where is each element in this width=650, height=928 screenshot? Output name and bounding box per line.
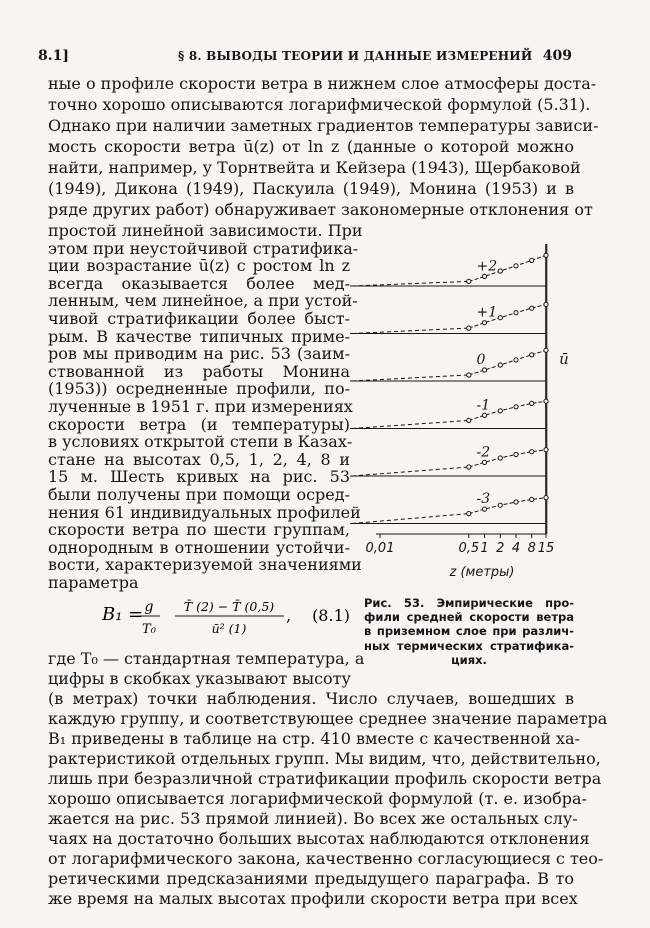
- text-line: лишь при безразличной стратификации профиль скорости ветра: [48, 769, 602, 788]
- text-line: в условиях открытой степи в Казах-: [48, 432, 353, 452]
- text-line: ствованной из работы Монина: [48, 361, 350, 381]
- data-point: [482, 321, 486, 325]
- text-line: каждую группу, и соответствующее среднее значение параметра: [48, 709, 608, 728]
- text-line: ленным, чем линейное, а при устой-: [48, 291, 358, 311]
- text-line: стане на высотах 0,5, 1, 2, 4, 8 и: [48, 449, 350, 469]
- eq-comma: ,: [286, 606, 292, 625]
- profile-extrapolation: [352, 467, 469, 476]
- section-number: 8.1]: [38, 48, 69, 64]
- text-line: были получены при помощи осред-: [48, 485, 350, 504]
- series-label: -3: [476, 491, 491, 508]
- text-line: простой линейной зависимости. При: [48, 221, 363, 240]
- data-point: [530, 497, 534, 501]
- text-line: скорости ветра по шести группам,: [48, 520, 350, 540]
- text-line: однородным в отношении устойчи-: [48, 537, 350, 557]
- series-label: +2: [476, 258, 498, 275]
- text-line: скорости ветра (и температуры): [48, 414, 350, 434]
- caption-line: циях.: [451, 652, 487, 667]
- eq-g: g: [144, 599, 154, 615]
- text-line: цифры в скобках указывают высоту: [48, 669, 351, 688]
- profile-extrapolation: [352, 375, 469, 381]
- x-tick-label: 0,01: [365, 541, 395, 556]
- data-point: [530, 401, 534, 405]
- text-line: же время на малых высотах профили скорости ветра при всех: [48, 889, 578, 908]
- caption-line: Рис. 53. Эмпирические про-: [364, 596, 574, 610]
- text-line: (1949), Дикона (1949), Паскуила (1949), Монина (1953) и в: [48, 179, 574, 198]
- data-point: [467, 465, 471, 469]
- data-point: [498, 363, 502, 367]
- data-point: [482, 507, 486, 511]
- data-point: [514, 405, 518, 409]
- data-point: [514, 500, 518, 504]
- data-point: [482, 460, 486, 464]
- text-line: рым. В качестве типичных приме-: [48, 326, 350, 346]
- text-line: вости, характеризуемой значениями: [48, 555, 362, 575]
- caption-line: ных термических стратифика-: [364, 638, 574, 653]
- data-point: [498, 503, 502, 507]
- figure-caption: [364, 596, 574, 667]
- profile-extrapolation: [352, 281, 469, 286]
- text-line: B₁ приведены в таблице на стр. 410 вместе с качественной ха-: [48, 729, 580, 748]
- text-line: параметра: [48, 573, 139, 592]
- text-line: (в метрах) точки наблюдения. Число случаев, вошедших в: [48, 689, 574, 708]
- data-point: [467, 418, 471, 422]
- x-tick-label: 0,5: [458, 541, 480, 556]
- x-axis-label: z (метры): [449, 565, 515, 580]
- page-number: 409: [542, 48, 572, 64]
- data-point: [544, 348, 548, 352]
- eq-denominator: ū² (1): [211, 621, 247, 636]
- data-point: [498, 409, 502, 413]
- x-tick-label: 8: [527, 541, 536, 556]
- series-label: 0: [476, 351, 486, 368]
- text-line: ные о профиле скорости ветра в нижнем слое атмосферы доста-: [48, 74, 597, 93]
- text-line: мость скорости ветра ū(z) от ln z (данные о которой можно: [48, 137, 574, 156]
- text-line: лученные в 1951 г. при измерениях: [48, 397, 353, 416]
- series-label: -2: [476, 444, 491, 461]
- eq-number: (8.1): [312, 606, 350, 625]
- text-line: где T₀ — стандартная температура, а: [48, 649, 365, 668]
- data-point: [530, 306, 534, 310]
- text-line: (1953)) осредненные профили, по-: [48, 379, 350, 399]
- data-point: [514, 264, 518, 268]
- data-point: [544, 302, 548, 306]
- x-tick-label: 2: [496, 541, 505, 556]
- text-line: ров мы приводим на рис. 53 (заим-: [48, 344, 350, 364]
- series-label: +1: [476, 304, 498, 321]
- data-point: [467, 512, 471, 516]
- text-line: ряде других работ) обнаруживает закономерные отклонения от: [48, 200, 593, 219]
- data-point: [482, 413, 486, 417]
- profile-extrapolation: [352, 420, 469, 428]
- profile-extrapolation: [352, 328, 469, 333]
- text-line: нения 61 индивидуальных профилей: [48, 502, 361, 522]
- x-tick-label: 1: [480, 541, 489, 556]
- data-point: [530, 258, 534, 262]
- y-axis-label: ū: [559, 350, 569, 368]
- text-line: ретическими предсказаниями предыдущего параграфа. В то: [48, 869, 574, 888]
- text-line: Однако при наличии заметных градиентов температуры зависи-: [48, 116, 599, 135]
- eq-numerator: T̄ (2) − T̄ (0,5): [183, 599, 275, 614]
- x-tick-label: 4: [511, 541, 521, 556]
- text-line: всегда оказывается более мед-: [48, 273, 350, 293]
- text-line: от логарифмического закона, качественно согласующиеся с тео-: [48, 849, 604, 868]
- data-point: [514, 358, 518, 362]
- text-line: рактеристикой отдельных групп. Мы видим, что, действительно,: [48, 749, 601, 768]
- data-point: [544, 399, 548, 403]
- data-point: [530, 450, 534, 454]
- data-point: [482, 368, 486, 372]
- text-line: жается на рис. 53 прямой линией). Во всех же остальных слу-: [48, 809, 578, 828]
- data-point: [514, 311, 518, 315]
- data-point: [544, 496, 548, 500]
- caption-line: фили средней скорости ветра: [364, 610, 574, 625]
- eq-lhs: B₁ =: [102, 604, 144, 625]
- data-point: [467, 326, 471, 330]
- text-line: чивой стратификации более быст-: [48, 309, 350, 328]
- text-line: этом при неустойчивой стратифика-: [48, 238, 359, 258]
- data-point: [498, 316, 502, 320]
- data-point: [498, 269, 502, 273]
- text-line: хорошо описывается логарифмической формулой (т. е. изобра-: [48, 789, 587, 808]
- series-label: -1: [476, 397, 491, 414]
- text-line: точно хорошо описываются логарифмической формулой (5.31).: [48, 95, 591, 114]
- text-line: чаях на достаточно больших высотах наблюдаются отклонения: [48, 829, 590, 848]
- text-line: 15 м. Шесть кривых на рис. 53: [48, 467, 350, 487]
- equation-8-1: [102, 591, 352, 639]
- data-point: [544, 253, 548, 257]
- data-point: [467, 373, 471, 377]
- data-point: [544, 448, 548, 452]
- data-point: [467, 279, 471, 283]
- running-title: § 8. ВЫВОДЫ ТЕОРИИ И ДАННЫЕ ИЗМЕРЕНИЙ: [178, 49, 533, 63]
- data-point: [514, 452, 518, 456]
- caption-line: в приземном слое при различ-: [364, 624, 574, 639]
- data-point: [530, 353, 534, 357]
- data-point: [498, 456, 502, 460]
- x-tick-label: 15: [537, 541, 555, 556]
- eq-t0: T₀: [142, 622, 156, 637]
- text-line: найти, например, у Торнтвейта и Кейзера (1943), Щербаковой: [48, 158, 581, 177]
- profile-extrapolation: [352, 514, 469, 524]
- wind-profile-chart: [350, 236, 576, 586]
- equation-graphic: [102, 591, 352, 639]
- data-point: [482, 274, 486, 278]
- text-line: ции возрастание ū(z) с ростом ln z: [48, 256, 350, 276]
